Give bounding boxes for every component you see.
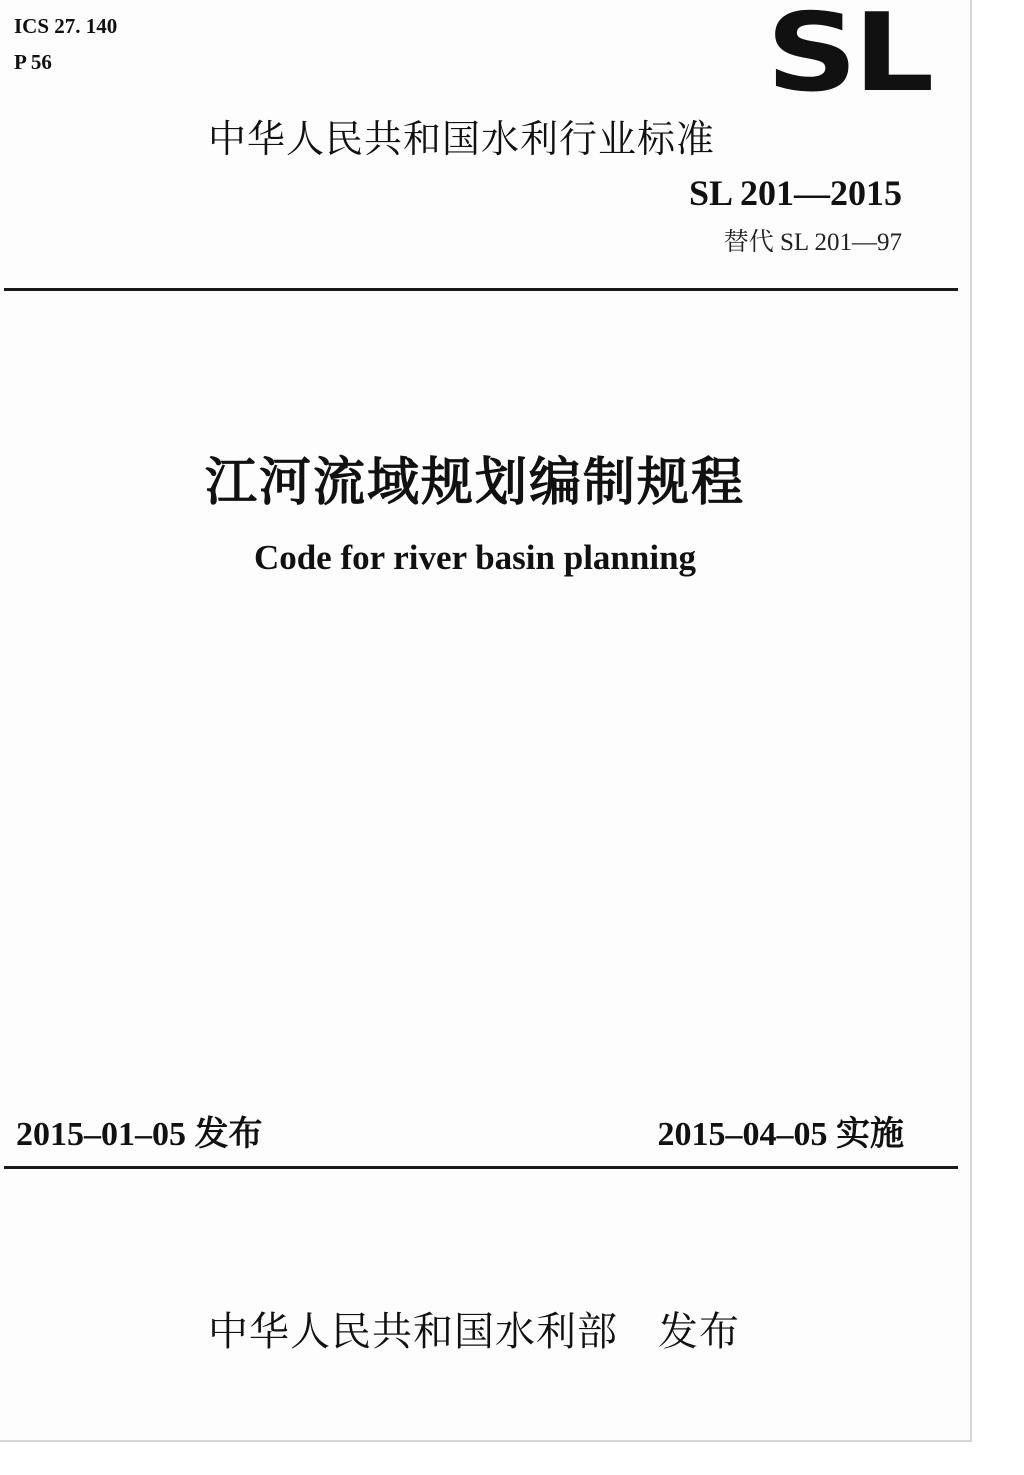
- p-code: P 56: [14, 50, 52, 74]
- publisher-name: 中华人民共和国水利部: [208, 1309, 618, 1355]
- replaces-standard: 替代 SL 201—97: [723, 229, 902, 256]
- issuer-title: 中华人民共和国水利行业标准: [208, 117, 716, 161]
- publisher-action: 发布: [658, 1309, 740, 1355]
- standard-number: SL 201—2015: [688, 173, 902, 213]
- title-english: Code for river basin planning: [253, 538, 697, 577]
- classification-codes: [14, 8, 117, 80]
- publisher-line: [208, 1300, 740, 1357]
- effective-date: 2015–04–05 实施: [657, 1116, 904, 1153]
- issue-date: 2015–01–05 发布: [16, 1116, 263, 1153]
- sl-logo: SL: [766, 0, 930, 116]
- top-divider: [4, 288, 958, 291]
- bottom-divider: [4, 1166, 958, 1169]
- ics-code: ICS 27. 140: [14, 14, 118, 38]
- title-chinese: 江河流域规划编制规程: [204, 453, 745, 513]
